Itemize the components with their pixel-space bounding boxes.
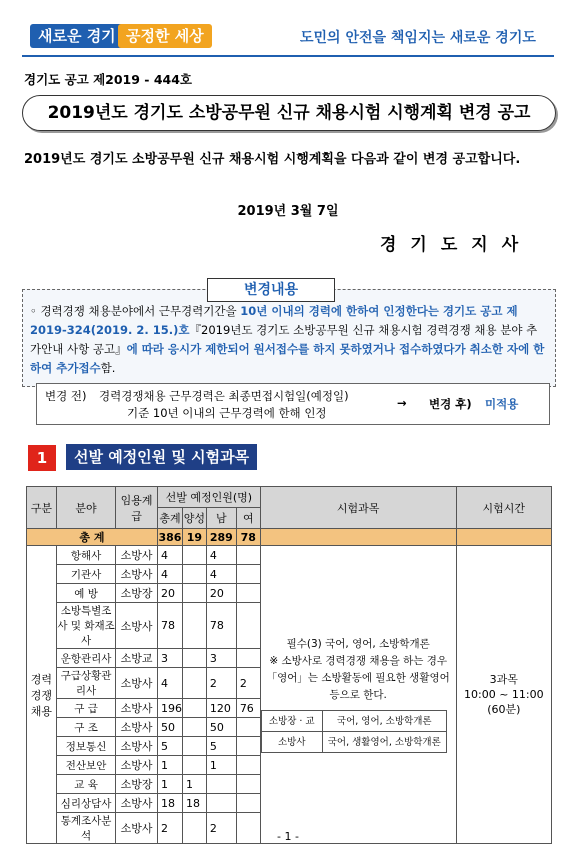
subtable-row	[261, 711, 446, 732]
subjects-cell	[260, 546, 456, 844]
cell-female	[236, 775, 260, 794]
subtable-subjects: 국어, 생활영어, 소방학개론	[322, 732, 446, 753]
category-cell: 경력경쟁채용	[27, 546, 57, 844]
cell-male: 5	[206, 737, 236, 756]
cell-male: 2	[206, 668, 236, 699]
cell-field: 구 조	[56, 718, 115, 737]
cell-female: 2	[236, 668, 260, 699]
change-text-part2: 10년 이내의 경력에 한하여 인정한다는 경기도 공고 제2019-324(2019. 2. 15.)호	[30, 304, 518, 337]
subtable-subjects: 국어, 영어, 소방학개론	[322, 711, 446, 732]
cell-rank: 소방사	[116, 794, 158, 813]
cell-field: 심리상담사	[56, 794, 115, 813]
before-after-box	[36, 383, 550, 425]
section-title: 선발 예정인원 및 시험과목	[66, 444, 257, 470]
cell-male: 120	[206, 699, 236, 718]
cell-rank: 소방사	[116, 699, 158, 718]
before-line1: 경력경쟁채용 근무경력은 최종면접시험일(예정일)	[99, 389, 349, 403]
cell-field: 운항관리사	[56, 649, 115, 668]
cell-total: 4	[157, 565, 182, 584]
change-text-part1: ◦ 경력경쟁 채용분야에서 근무경력기간을	[30, 304, 241, 318]
cell-both	[182, 699, 206, 718]
time-time-line2: 10:00 ~ 11:00	[464, 688, 544, 701]
header-subjects: 시험과목	[260, 487, 456, 529]
subtable-row	[261, 732, 446, 753]
header-field: 분야	[56, 487, 115, 529]
cell-rank: 소방사	[116, 603, 158, 649]
cell-female	[236, 603, 260, 649]
cell-rank: 소방사	[116, 565, 158, 584]
cell-female	[236, 756, 260, 775]
change-text	[30, 302, 548, 378]
cell-rank: 소방사	[116, 668, 158, 699]
cell-both	[182, 584, 206, 603]
header-male: 남	[206, 508, 236, 529]
cell-male	[206, 775, 236, 794]
cell-field: 구급상황관리사	[56, 668, 115, 699]
total-male: 289	[206, 529, 236, 546]
total-subjects-empty	[260, 529, 456, 546]
total-total: 386	[158, 530, 182, 544]
quota-table	[26, 486, 552, 844]
cell-rank: 소방사	[116, 737, 158, 756]
header-category: 구분	[27, 487, 57, 529]
cell-male: 2	[206, 813, 236, 844]
notice-number: 경기도 공고 제2019 - 444호	[24, 72, 193, 87]
cell-total: 1	[157, 756, 182, 775]
before-line2: 기준 10년 이내의 근무경력에 한해 인정	[127, 406, 327, 420]
cell-female	[236, 565, 260, 584]
cell-female	[236, 737, 260, 756]
after-label: 변경 후)	[429, 397, 472, 411]
cell-rank: 소방사	[116, 718, 158, 737]
cell-total: 2	[157, 813, 182, 844]
cell-both	[182, 718, 206, 737]
header-rank: 임용계급	[116, 487, 158, 529]
cell-field: 소방특별조사 및 화재조사	[56, 603, 115, 649]
subtable-rank: 소방장 · 교	[261, 711, 322, 732]
cell-both	[182, 737, 206, 756]
cell-field: 기관사	[56, 565, 115, 584]
cell-field: 정보통신	[56, 737, 115, 756]
change-text-part5: 함.	[100, 361, 116, 375]
cell-total: 4	[157, 668, 182, 699]
header-both: 양성	[182, 508, 206, 529]
change-text-part4: 에 따라 응시가 제한되어 원서접수를 하지 못하였거나 접수하였다가 취소한 자에 한하여 추가접수	[30, 342, 545, 375]
arrow-icon: →	[397, 396, 407, 410]
total-row	[27, 529, 552, 546]
time-time-line1: 3과목	[489, 673, 518, 686]
slogan: 도민의 안전을 책임지는 새로운 경기도	[300, 30, 536, 46]
logo-fair-world: 공정한 세상	[118, 24, 212, 48]
cell-rank: 소방사	[116, 756, 158, 775]
cell-male: 4	[206, 546, 236, 565]
cell-total: 3	[157, 649, 182, 668]
cell-field: 통계조사분석	[56, 813, 115, 844]
subtable-rank: 소방사	[261, 732, 322, 753]
notice-date: 2019년 3월 7일	[237, 204, 339, 219]
cell-female	[236, 718, 260, 737]
cell-male: 3	[206, 649, 236, 668]
cell-rank: 소방교	[116, 649, 158, 668]
logo-new-gyeonggi: 새로운 경기	[30, 24, 124, 48]
cell-total: 1	[157, 775, 182, 794]
after-value: 미적용	[485, 397, 519, 411]
change-text-part3: 『2019년도 경기도 소방공무원 신규 채용시험 경력경쟁 채용 분야 추가안내 사항 공고』	[30, 323, 538, 356]
cell-both	[182, 546, 206, 565]
issuer: 경기도지사	[380, 235, 533, 255]
cell-both	[182, 565, 206, 584]
cell-total: 50	[157, 718, 182, 737]
cell-total: 18	[157, 794, 182, 813]
cell-male: 78	[206, 603, 236, 649]
before-label: 변경 전)	[45, 389, 87, 403]
cell-female	[236, 794, 260, 813]
cell-female	[236, 546, 260, 565]
cell-male	[206, 794, 236, 813]
cell-rank: 소방사	[116, 546, 158, 565]
header-quota: 선발 예정인원(명)	[157, 487, 260, 508]
header-total: 총계	[157, 508, 182, 529]
cell-both	[182, 668, 206, 699]
cell-both	[182, 603, 206, 649]
cell-male: 20	[206, 584, 236, 603]
subjects-note: ※ 소방사로 경력경쟁 채용을 하는 경우 「영어」는 소방활동에 필요한 생활영어 등으로 한다.	[266, 655, 450, 701]
total-label: 총 계	[27, 529, 158, 546]
total-both: 19	[182, 529, 206, 546]
cell-both: 18	[182, 794, 206, 813]
cell-total: 196	[157, 699, 182, 718]
cell-field: 구 급	[56, 699, 115, 718]
cell-male: 50	[206, 718, 236, 737]
cell-female	[236, 649, 260, 668]
cell-field: 교 육	[56, 775, 115, 794]
section-number: 1	[28, 445, 56, 471]
cell-rank: 소방사	[116, 813, 158, 844]
cell-female	[236, 584, 260, 603]
cell-total: 5	[157, 737, 182, 756]
cell-both	[182, 756, 206, 775]
cell-field: 항해사	[56, 546, 115, 565]
cell-male: 4	[206, 565, 236, 584]
change-label: 변경내용	[207, 278, 335, 302]
time-cell	[456, 546, 551, 844]
header-divider	[22, 55, 554, 57]
cell-total: 4	[157, 546, 182, 565]
header-time: 시험시간	[456, 487, 551, 529]
cell-total: 20	[157, 584, 182, 603]
subjects-subtable	[261, 710, 447, 753]
page-number: - 1 -	[277, 830, 299, 843]
cell-total: 78	[157, 603, 182, 649]
cell-male: 1	[206, 756, 236, 775]
time-time-line3: (60분)	[487, 703, 521, 716]
header-female: 여	[236, 508, 260, 529]
cell-field: 예 방	[56, 584, 115, 603]
table-row	[27, 546, 552, 565]
cell-field: 전산보안	[56, 756, 115, 775]
page-title: 2019년도 경기도 소방공무원 신규 채용시험 시행계획 변경 공고	[22, 95, 556, 131]
cell-both	[182, 649, 206, 668]
cell-rank: 소방장	[116, 775, 158, 794]
cell-rank: 소방장	[116, 584, 158, 603]
cell-both: 1	[182, 775, 206, 794]
intro-text: 2019년도 경기도 소방공무원 신규 채용시험 시행계획을 다음과 같이 변경 공고합니다.	[24, 152, 521, 167]
subjects-main: 필수(3) 국어, 영어, 소방학개론	[286, 638, 430, 650]
total-female: 78	[236, 529, 260, 546]
total-time-empty	[456, 529, 551, 546]
cell-female: 76	[236, 699, 260, 718]
